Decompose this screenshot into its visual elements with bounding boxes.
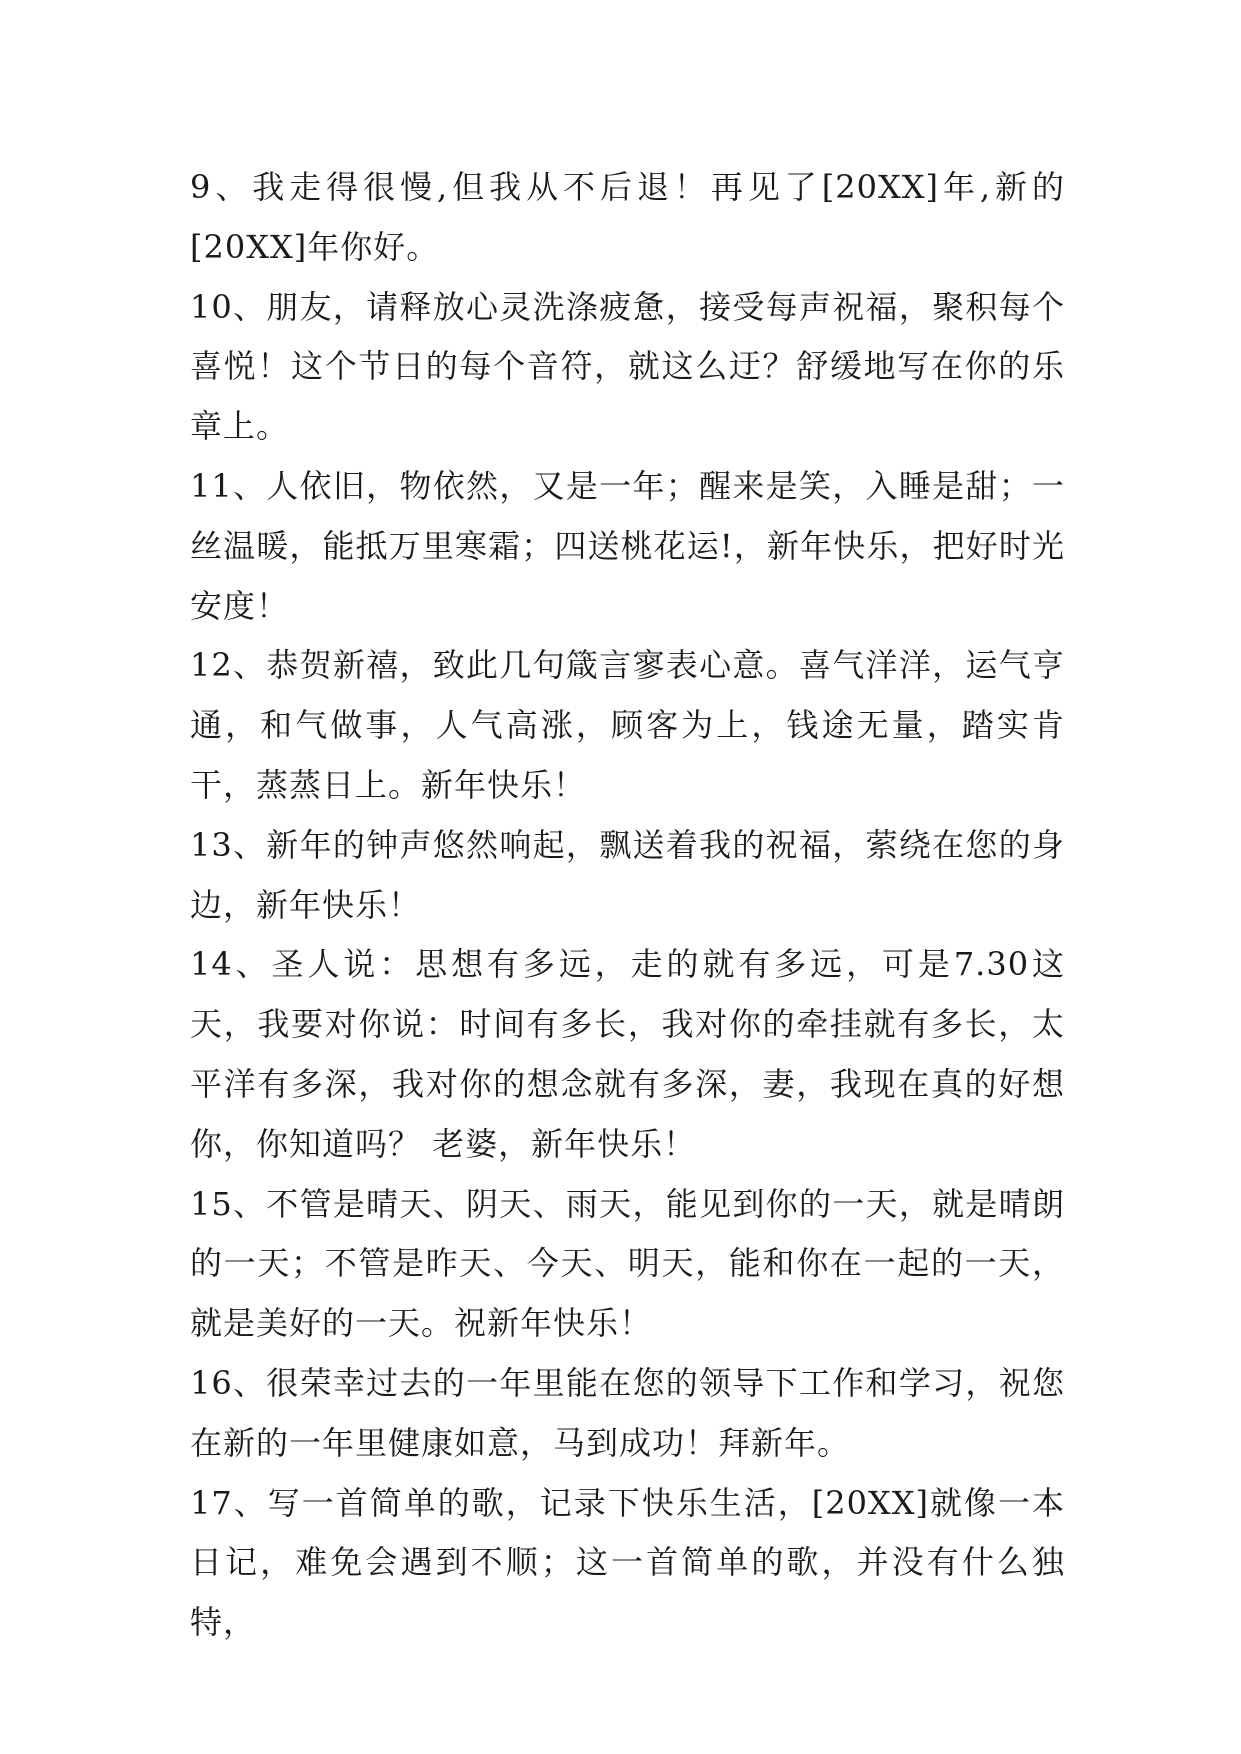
paragraph-13: 13、新年的钟声悠然响起，飘送着我的祝福，萦绕在您的身边，新年快乐！ — [190, 825, 1065, 924]
document-body — [190, 158, 1065, 1653]
paragraph-15: 15、不管是晴天、阴天、雨天，能见到你的一天，就是晴朗的一天；不管是昨天、今天、明天，能和你在一起的一天，就是美好的一天。祝新年快乐！ — [190, 1184, 1065, 1343]
paragraph-9: 9、我走得很慢,但我从不后退！再见了[20XX]年,新的[20XX]年你好。 — [190, 168, 1065, 266]
paragraph-12: 12、恭贺新禧，致此几句箴言寥表心意。喜气洋洋，运气亨通，和气做事，人气高涨，顾客为上，钱途无量，踏实肯干，蒸蒸日上。新年快乐！ — [190, 646, 1065, 804]
paragraph-14: 14、圣人说：思想有多远，走的就有多远，可是7.30这天，我要对你说：时间有多长，我对你的牵挂就有多长，太平洋有多深，我对你的想念就有多深，妻，我现在真的好想你，你知道吗？ 老婆，新年快乐！ — [190, 945, 1065, 1163]
paragraph-16: 16、很荣幸过去的一年里能在您的领导下工作和学习，祝您在新的一年里健康如意，马到成功！拜新年。 — [190, 1363, 1065, 1462]
paragraph-17: 17、写一首简单的歌，记录下快乐生活，[20XX]就像一本日记，难免会遇到不顺；这一首简单的歌，并没有什么独特， — [190, 1483, 1065, 1642]
paragraph-11: 11、人依旧，物依然，又是一年；醒来是笑，入睡是甜；一丝温暖，能抵万里寒霜；四送桃花运!，新年快乐，把好时光安度！ — [190, 466, 1065, 625]
paragraph-10: 10、朋友，请释放心灵洗涤疲惫，接受每声祝福，聚积每个喜悦！这个节日的每个音符，就这么迂？舒缓地写在你的乐章上。 — [190, 287, 1065, 446]
